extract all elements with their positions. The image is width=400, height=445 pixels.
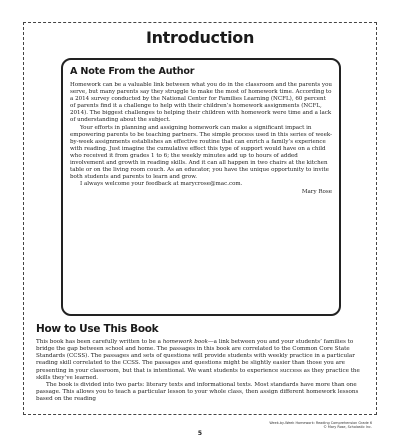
homework-book-emphasis: homework book <box>162 339 208 345</box>
footer-credit-copyright: © Mary Rose, Scholastic Inc. <box>323 425 372 430</box>
how-to-paragraph-2: The book is divided into two parts: literary texts and informational texts. Most standards have more than one passage. This allows you to teach a particular lesson to your whole class, then assign different homework lessons based on the reading <box>36 381 359 403</box>
page-number: 5 <box>197 430 203 437</box>
how-to-heading: How to Use This Book <box>36 323 159 335</box>
how-to-paragraph-1 <box>36 339 366 382</box>
author-note-paragraph-1: Homework can be a valuable link between what you do in the classroom and the parents you serve, but many parents say they struggle to make the most of homework time. According to a 2014 survey conducted by the National Center for Families Learning (NCFL), 60 percent of parents find it a challenge to help with their children’s homework assignments (NCFL, 2014). The biggest challenges to helping their children with homework were time and a lack of understanding about the subject. <box>70 82 332 124</box>
author-note-box <box>61 58 341 316</box>
how-to-p1-text-a: This book has been carefully written to be a <box>36 339 163 345</box>
author-note-body <box>70 82 332 188</box>
footer-credit <box>269 421 372 429</box>
author-note-paragraph-2: Your efforts in planning and assigning homework can make a significant impact in empowering parents to be teaching partners. The simple process used in this series of week-by-week assignments establishes an effective routine that can enrich a family’s experience with reading. Just imagine the cumulative effect this type of support would have on a child who received it from grades 1 to 6; the weekly minutes add up to hours of added involvement and growth in reading skills. And it can all happen in two chairs at the kitchen table or on the living room couch. As an educator, you have the unique opportunity to invite both students and parents to learn and grow. <box>70 124 333 181</box>
author-note-heading: A Note From the Author <box>70 66 195 77</box>
how-to-p1-text-b: —a link between you and your students’ families to bridge the gap between school and home. The passages in this book are correlated to the Common Core State Standards (CCSS). The passages and sets of questions will provide students with weekly practice in a particular reading skill correlated to the CCSS. The passages and questions might be slightly easier than those you are presenting in your classroom, but that is intentional. We want students to experience success as they practice the skills they’ve learned. <box>36 339 360 381</box>
footer-credit-title: Week-by-Week Homework: Reading Comprehension Grade 6 <box>269 421 372 425</box>
author-note-paragraph-3: I always welcome your feedback at marycrose@mac.com. <box>80 181 243 188</box>
page-title: Introduction <box>145 28 255 47</box>
how-to-body <box>36 339 366 403</box>
author-signature: Mary Rose <box>301 189 332 196</box>
